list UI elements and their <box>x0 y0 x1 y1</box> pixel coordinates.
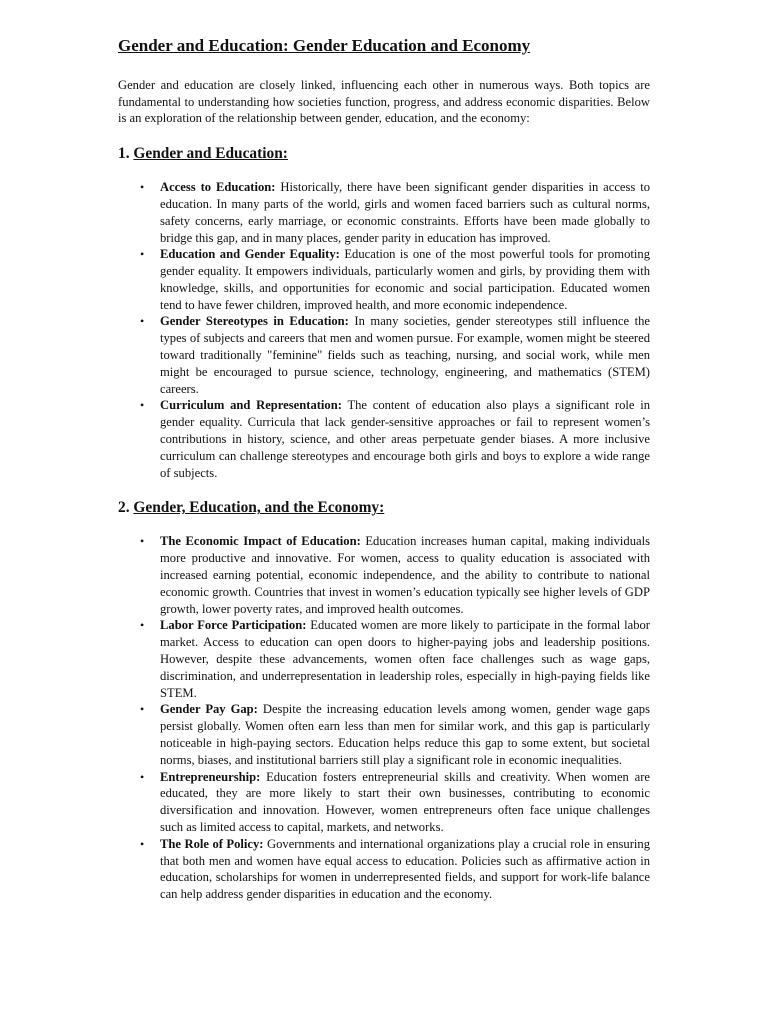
document-page <box>118 36 650 903</box>
item-text: Education fosters entrepreneurial skills and creativity. When women are educated, they are more likely to start their own businesses, contributing to economic diversification and innovation. However, women entrepreneurs often face unique challenges such as limited access to capital, markets, and networks. <box>160 769 650 834</box>
item-term: Curriculum and Representation: <box>160 398 342 413</box>
bullet-icon: • <box>140 247 145 262</box>
item-text: Historically, there have been significant gender disparities in access to education. In many parts of the world, girls and women faced barriers such as cultural norms, safety concerns, early marriage, or economic constraints. Efforts have been made globally to bridge this gap, and in many places, gender parity in education has improved. <box>160 180 651 245</box>
section-heading-gender-education-economy <box>118 498 650 518</box>
item-text: Educated women are more likely to participate in the formal labor market. Access to education can open doors to higher-paying jobs and leadership positions. However, despite these advancements, women often face challenges such as wage gaps, discrimination, and underrepresentation in leadership roles, especially in high-paying fields like STEM. <box>160 618 650 700</box>
item-term: The Role of Policy: <box>160 836 264 851</box>
item-text: Despite the increasing education levels among women, gender wage gaps persist globally. Women often earn less than men for similar work, and this gap is particularly noticeable in high-paying sectors. Education helps reduce this gap to some extent, but societal norms, biases, and institutional barriers still play a significant role in economic inequalities. <box>160 702 650 767</box>
bullet-icon: • <box>140 180 145 195</box>
bullet-icon: • <box>140 314 145 329</box>
list-item-economic-impact <box>118 533 650 617</box>
section-heading-gender-and-education <box>118 144 650 164</box>
item-text: Governments and international organizations play a crucial role in ensuring that both men and women have equal access to education. Policies such as affirmative action in education, scholarships for women in underrepresented fields, and support for work-life balance can help address gender disparities in education and the economy. <box>160 836 650 902</box>
section-2-list <box>118 533 650 903</box>
bullet-icon: • <box>140 534 145 549</box>
intro-paragraph: Gender and education are closely linked, influencing each other in numerous ways. Both topics are fundamental to understanding how societies function, progress, and address economic disparities. Below is an exploration of the relationship between gender, education, and the economy: <box>118 78 650 126</box>
item-term: Access to Education: <box>160 180 276 195</box>
item-term: Labor Force Participation: <box>160 618 307 633</box>
section-number: 1. <box>118 145 130 163</box>
document-title: Gender and Education: Gender Education and Economy <box>118 36 531 55</box>
list-item-access-to-education <box>118 179 650 246</box>
section-1-list <box>118 179 650 481</box>
bullet-icon: • <box>140 836 145 851</box>
item-term: Gender Pay Gap: <box>160 702 258 717</box>
list-item-entrepreneurship <box>118 769 650 836</box>
bullet-icon: • <box>140 769 145 784</box>
item-term: Entrepreneurship: <box>160 769 261 784</box>
list-item-curriculum-and-representation <box>118 397 650 481</box>
item-text: The content of education also plays a significant role in gender equality. Curricula that lack gender-sensitive approaches or fail to represent women’s contributions in history, science, and other areas perpetuate gender biases. A more inclusive curriculum can challenge stereotypes and encourage both girls and boys to explore a wide range of subjects. <box>160 398 651 480</box>
item-term: The Economic Impact of Education: <box>160 534 361 549</box>
section-title: Gender and Education: <box>133 145 288 163</box>
item-term: Gender Stereotypes in Education: <box>160 314 349 329</box>
item-text: In many societies, gender stereotypes still influence the types of subjects and careers that men and women pursue. For example, women might be steered toward traditionally "feminine" fields such as teaching, nursing, and social work, while men might be encouraged to pursue science, technology, engineering, and mathematics (STEM) careers. <box>160 314 650 396</box>
list-item-labor-force-participation <box>118 617 650 701</box>
item-text: Education increases human capital, making individuals more productive and innovative. For women, access to quality education is associated with increased earning potential, economic independence, and the ability to contribute to national economic growth. Countries that invest in women’s education typically see higher levels of GDP growth, lower poverty rates, and improved health outcomes. <box>160 534 651 616</box>
list-item-role-of-policy <box>118 836 650 903</box>
section-number: 2. <box>118 499 130 517</box>
item-text: Education is one of the most powerful tools for promoting gender equality. It empowers individuals, particularly women and girls, by providing them with knowledge, skills, and opportunities for economic and social participation. Educated women tend to have fewer children, improved health, and more economic independence. <box>160 247 650 312</box>
list-item-gender-stereotypes <box>118 313 650 397</box>
bullet-icon: • <box>140 618 145 633</box>
list-item-gender-pay-gap <box>118 701 650 768</box>
list-item-education-and-gender-equality <box>118 246 650 313</box>
item-term: Education and Gender Equality: <box>160 247 340 262</box>
bullet-icon: • <box>140 398 145 413</box>
bullet-icon: • <box>140 702 145 717</box>
section-title: Gender, Education, and the Economy: <box>133 499 385 517</box>
